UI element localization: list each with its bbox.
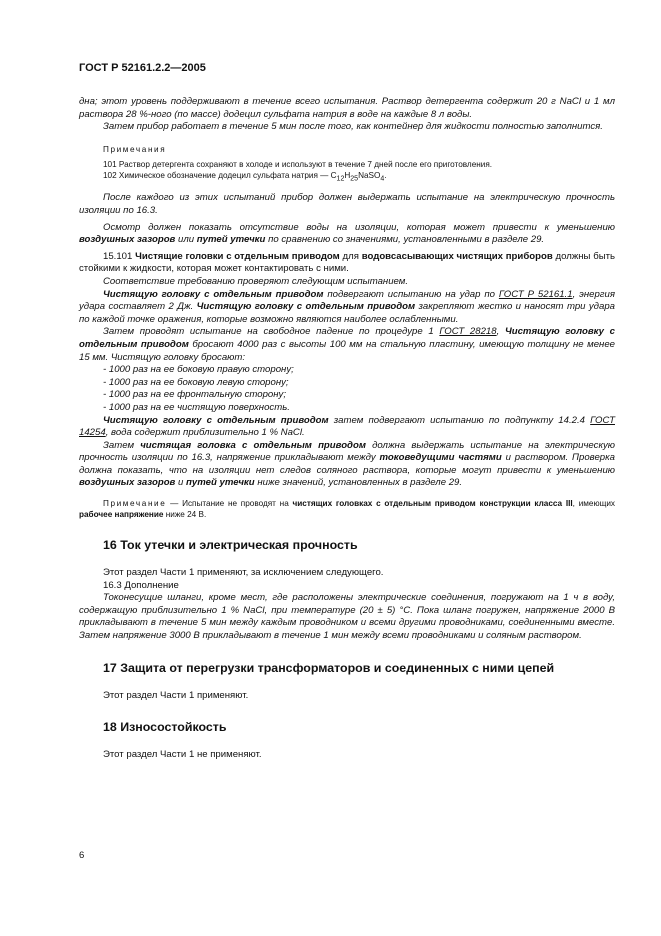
list-item: - 1000 раз на ее боковую правую сторону; [79,364,615,377]
note-101: 101 Раствор детергента сохраняют в холоде и используют в течение 7 дней после его приготовления. [103,159,493,169]
paragraph: 16.3 Дополнение [103,579,179,591]
paragraph: Этот раздел Части 1 применяют. [103,689,249,701]
reference-link[interactable]: ГОСТ 28218 [439,326,497,338]
section-17-title: 17 Защита от перегрузки трансформаторов и соединенных с ними цепей [103,660,555,675]
reference-link[interactable]: ГОСТ 14254 [79,414,615,439]
document-header: ГОСТ Р 52161.2.2—2005 [79,62,206,74]
paragraph: Соответствие требованию проверяют следующим испытанием. [103,275,409,287]
document-body [79,96,615,762]
paragraph: Этот раздел Части 1 применяют, за исключением следующего. [103,567,384,579]
paragraph: Токонесущие шланги, кроме мест, где расположены электрические соединения, погружают на 1 ч в воду, содержащую приблизительно 1 % NaCl, при температуре (20 ± 5) °С. Пока шланг погружен, напряжение 2000 В прикладывают в течение 5 мин между каждым проводником и всеми другими проводниками, соединенными вместе. Затем напряжение 3000 В прикладывают в течение 1 мин между всеми проводниками и соляным раствором. [79,592,615,642]
note-102: 102 Химическое обозначение додецил сульфата натрия — $C_{12}H_{25}NaSO_4$. [103,170,387,183]
paragraph: Затем проводят испытание на свободное падение по процедуре 1 ГОСТ 28218, Чистящую головку с отдельным приводом бросают 4000 раз с высоты 100 мм на стальную пластину, имеющую толщину не менее 15 мм. Чистящую головку бросают: [79,326,615,363]
reference-link[interactable]: ГОСТ Р 52161.1 [498,288,573,300]
paragraph: дна; этот уровень поддерживают в течение всего испытания. Раствор детергента содержит 20 г NaCl и 1 мл раствора 28 %-ного (по массе) додецил сульфата натрия в воде на каждые 8 л воды. [79,96,615,120]
note-class-iii: Примечание — Испытание не проводят на чистящих головках с отдельным приводом конструкции класса III, имеющих рабочее напряжение ниже 24 В. [79,499,615,520]
page-number: 6 [79,850,85,861]
list-item: - 1000 раз на ее боковую левую сторону; [79,377,615,390]
list-item: - 1000 раз на ее чистящую поверхность. [79,402,615,415]
notes-title: Примечания [103,144,167,154]
paragraph: Чистящую головку с отдельным приводом подвергают испытанию на удар по ГОСТ Р 52161.1, энергия удара составляет 2 Дж. Чистящую головку с отдельным приводом закрепляют жестко и наносят три удара по каждой точке оражения, которые возможно являются наиболее ослабленными. [79,288,615,325]
section-16-title: 16 Ток утечки и электрическая прочность [103,538,358,553]
list-item: - 1000 раз на ее фронтальную сторону; [79,389,615,402]
paragraph: После каждого из этих испытаний прибор должен выдержать испытание на электрическую прочность изоляции по 16.3. [79,192,615,217]
clause-15-101: 15.101 Чистящие головки с отдельным приводом для водовсасывающих чистящих приборов должны быть стойкими к жидкости, которая может контактировать с ними. [79,250,615,275]
paragraph: Затем прибор работает в течение 5 мин после того, как контейнер для жидкости полностью заполнится. [103,121,603,133]
paragraph: Затем чистящая головка с отдельным приводом должна выдержать испытание на электрическую прочность изоляции по 16.3, напряжение прикладывают между токоведущими частями и раствором. Проверка должна показать, что на изоляции нет следов соляного раствора, которые могут привести к уменьшению воздушных зазоров и путей утечки ниже значений, установленных в разделе 29. [79,439,615,489]
paragraph: Этот раздел Части 1 не применяют. [103,749,262,761]
section-18-title: 18 Износостойкость [103,720,227,735]
drop-list [79,364,615,414]
paragraph: Чистящую головку с отдельным приводом затем подвергают испытанию по подпункту 14.2.4 ГОСТ 14254, вода содержит приблизительно 1 % NaCl. [79,414,615,439]
paragraph: Осмотр должен показать отсутствие воды на изоляции, которая может привести к уменьшению воздушных зазоров или путей утечки по сравнению со значениями, установленными в разделе 29. [79,221,615,246]
